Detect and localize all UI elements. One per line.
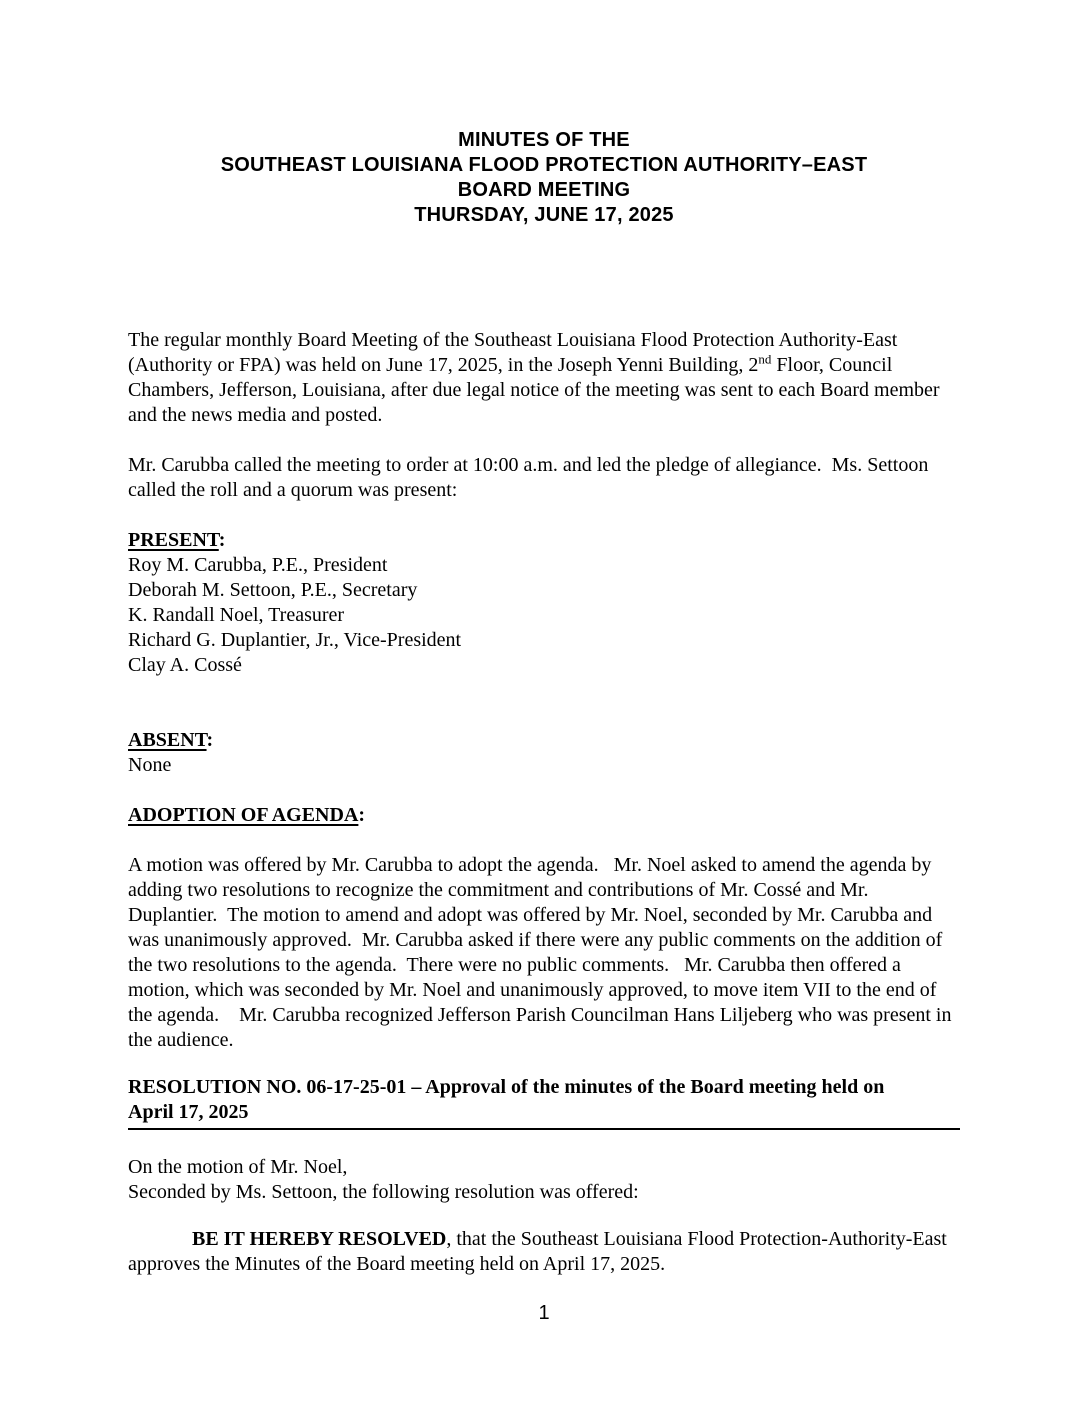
resolution-heading bbox=[128, 1075, 960, 1130]
motion-line: On the motion of Mr. Noel, bbox=[128, 1156, 348, 1178]
resolved-paragraph bbox=[128, 1227, 960, 1277]
present-heading-colon: : bbox=[218, 529, 226, 551]
intro-paragraph bbox=[128, 328, 960, 428]
document-title bbox=[128, 128, 960, 228]
present-member: Deborah M. Settoon, P.E., Secretary bbox=[128, 579, 418, 601]
absent-heading-label: ABSENT bbox=[128, 729, 207, 751]
title-line-1: MINUTES OF THE bbox=[458, 129, 630, 151]
title-line-2: SOUTHEAST LOUISIANA FLOOD PROTECTION AUTHORITY–EAST bbox=[220, 154, 868, 176]
resolution-heading-line-2 bbox=[128, 1100, 960, 1130]
adoption-section-heading bbox=[128, 803, 960, 828]
absent-section-heading bbox=[128, 728, 960, 753]
present-member: Richard G. Duplantier, Jr., Vice-President bbox=[128, 629, 462, 651]
present-heading-label: PRESENT bbox=[128, 529, 219, 551]
resolution-heading-line-1: RESOLUTION NO. 06-17-25-01 – Approval of the minutes of the Board meeting held on bbox=[128, 1076, 885, 1098]
present-member: K. Randall Noel, Treasurer bbox=[128, 604, 345, 626]
present-member: Roy M. Carubba, P.E., President bbox=[128, 554, 388, 576]
adoption-paragraph: A motion was offered by Mr. Carubba to adopt the agenda. Mr. Noel asked to amend the agenda by adding two resolutions to recognize the commitment and contributions of Mr. Cossé and Mr. Duplantier. The motion to amend and adopt was offered by Mr. Noel, seconded by Mr. Carubba and was unanimously approved. Mr. Carubba asked if there were any public comments on the addition of the two resolutions to the agenda. There were no public comments. Mr. Carubba then offered a motion, which was seconded by Mr. Noel and unanimously approved, to move item VII to the end of the agenda. Mr. Carubba recognized Jefferson Parish Councilman Hans Liljeberg who was present in the audience. bbox=[128, 854, 957, 1051]
adoption-heading-colon: : bbox=[358, 804, 366, 826]
present-section-heading bbox=[128, 528, 960, 553]
title-line-3: BOARD MEETING bbox=[457, 179, 631, 201]
call-to-order-paragraph: Mr. Carubba called the meeting to order at 10:00 a.m. and led the pledge of allegiance. Ms. Settoon called the roll and a quorum was present: bbox=[128, 454, 934, 501]
absent-heading-colon: : bbox=[206, 729, 214, 751]
motion-line: Seconded by Ms. Settoon, the following resolution was offered: bbox=[128, 1181, 639, 1203]
resolution-heading-date: April 17, 2025 bbox=[128, 1101, 249, 1123]
page-number: 1 bbox=[538, 1302, 550, 1324]
resolved-lead: BE IT HEREBY RESOLVED bbox=[192, 1228, 447, 1250]
ordinal-superscript: nd bbox=[758, 351, 772, 367]
adoption-heading-label: ADOPTION OF AGENDA bbox=[128, 804, 359, 826]
present-member: Clay A. Cossé bbox=[128, 654, 242, 676]
intro-text-after-superscript: Floor, Council Chambers, Jefferson, Louisiana, after due legal notice of the meeting was sent to each Board member and the news media and posted. bbox=[128, 354, 945, 426]
resolved-text: , that the Southeast Louisiana Flood Protection-Authority-East approves the Minutes of the Board meeting held on April 17, 2025. bbox=[128, 1228, 952, 1275]
intro-text-before-superscript: The regular monthly Board Meeting of the Southeast Louisiana Flood Protection Authority-East (Authority or FPA) was held on June 17, 2025, in the Joseph Yenni Building, 2 bbox=[128, 329, 903, 376]
title-line-4: THURSDAY, JUNE 17, 2025 bbox=[414, 204, 674, 226]
present-member-list bbox=[128, 553, 960, 678]
absent-value: None bbox=[128, 754, 172, 776]
motion-block bbox=[128, 1155, 960, 1205]
